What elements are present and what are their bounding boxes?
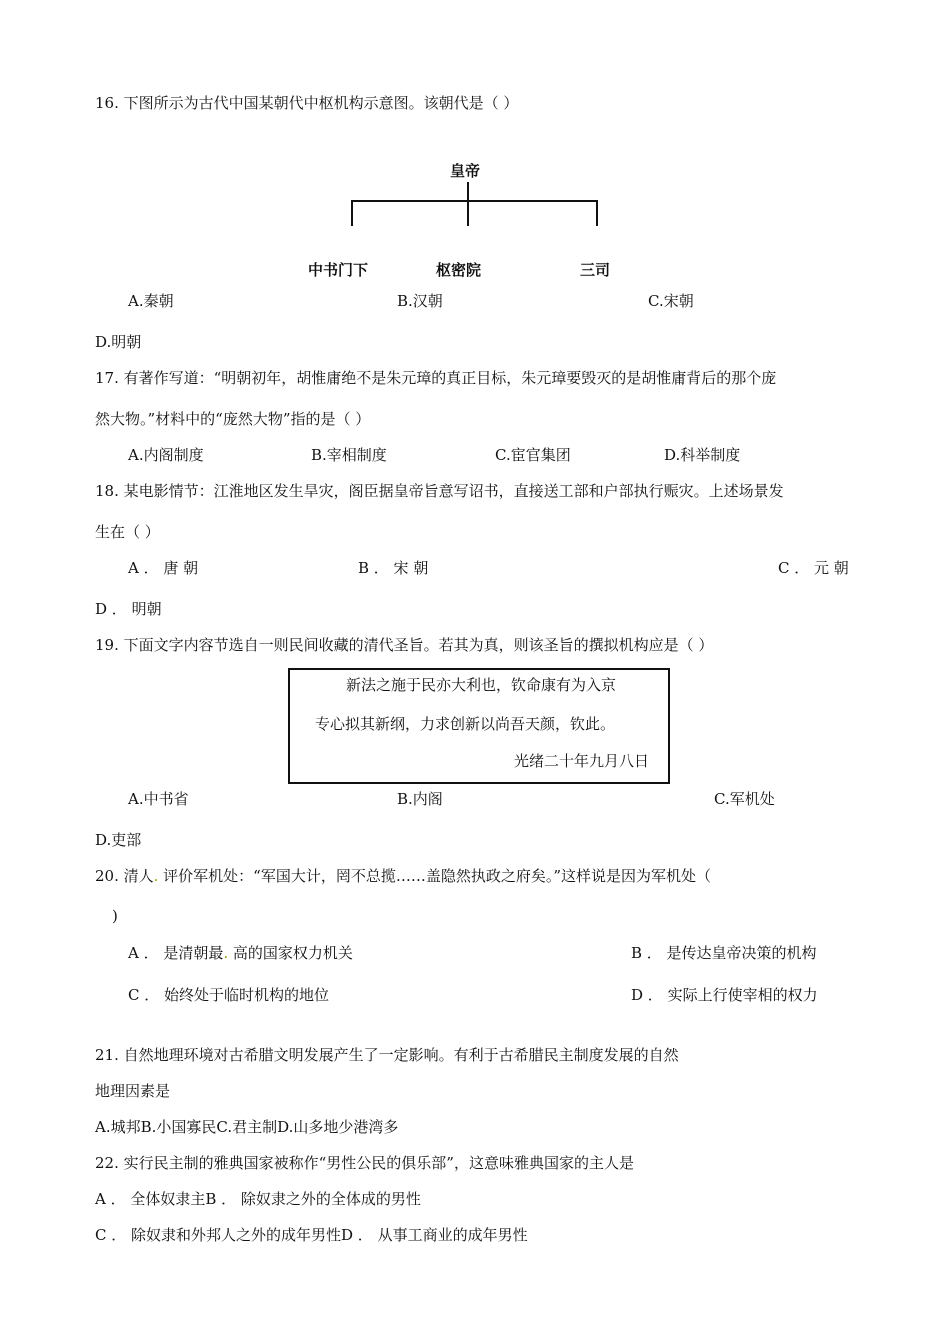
q21-line1: 21. 自然地理环境对古希腊文明发展产生了一定影响。有利于古希腊民主制度发展的自然: [95, 1046, 679, 1064]
q19-option-d: D.吏部: [95, 831, 142, 849]
q18-line1: 18. 某电影情节：江淮地区发生旱灾，阁臣据皇帝旨意写诏书，直接送工部和户部执行赈灾。上述场景发: [95, 482, 784, 500]
q22-stem: 22. 实行民主制的雅典国家被称作“男性公民的俱乐部”，这意味雅典国家的主人是: [95, 1154, 634, 1172]
q20-option-a-pre: A ． 是清朝最: [128, 944, 224, 962]
q20-option-a: [128, 943, 353, 963]
edict-date: 光绪二十年九月八日: [514, 752, 650, 770]
q22-options-cd: C ． 除奴隶和外邦人之外的成年男性D ． 从事工商业的成年男性: [95, 1226, 528, 1244]
diagram-shumiyuan: 枢密院: [436, 261, 482, 279]
q18-option-d: D ． 明朝: [95, 600, 162, 618]
q17-option-a: A.内阁制度: [128, 446, 204, 464]
q18-line2: 生在（ ）: [95, 523, 160, 541]
q20-option-d: D ． 实际上行使宰相的权力: [631, 986, 818, 1004]
q19-option-c: C.军机处: [714, 790, 775, 808]
edict-line1: 新法之施于民亦大利也，钦命康有为入京: [346, 676, 617, 694]
q19-option-a: A.中书省: [128, 790, 189, 808]
q21-options: A.城邦B.小国寡民C.君主制D.山多地少港湾多: [95, 1118, 399, 1136]
diagram-right-line: [596, 200, 598, 226]
diagram-sansi: 三司: [580, 261, 611, 279]
q20-line1-dot: .: [153, 867, 159, 885]
q17-line1: 17. 有著作写道：“明朝初年，胡惟庸绝不是朱元璋的真正目标，朱元璋要毁灭的是胡惟庸背后的那个庞: [95, 369, 777, 387]
q20-line1: [95, 866, 711, 886]
q18-option-a: A ． 唐 朝: [128, 559, 199, 577]
q17-option-b: B.宰相制度: [311, 446, 387, 464]
q19-stem: 19. 下面文字内容节选自一则民间收藏的清代圣旨。若其为真，则该圣旨的撰拟机构应是（ ）: [95, 636, 714, 654]
q17-line2: 然大物。”材料中的“庞然大物”指的是（ ）: [95, 410, 371, 428]
q18-option-c: C ． 元 朝: [778, 559, 849, 577]
q16-option-d: D.明朝: [95, 333, 142, 351]
q20-line1-post: 评价军机处：“军国大计，罔不总揽……盖隐然执政之府矣。”这样说是因为军机处（: [158, 867, 712, 885]
q20-option-b: B ． 是传达皇帝决策的机构: [631, 944, 817, 962]
diagram-zhongshu: 中书门下: [308, 261, 369, 279]
q16-option-c: C.宋朝: [648, 292, 694, 310]
q16-option-b: B.汉朝: [397, 292, 443, 310]
q20-line1-pre: 20. 清人: [95, 867, 154, 885]
q17-option-d: D.科举制度: [664, 446, 741, 464]
q18-option-b: B ． 宋 朝: [358, 559, 429, 577]
q17-option-c: C.宦官集团: [495, 446, 571, 464]
diagram-bar-line: [351, 200, 598, 202]
diagram-left-line: [351, 200, 353, 226]
q19-option-b: B.内阁: [397, 790, 443, 808]
q16-stem: 16. 下图所示为古代中国某朝代中枢机构示意图。该朝代是（ ）: [95, 94, 519, 112]
q20-line2: ): [112, 907, 118, 925]
diagram-emperor: 皇帝: [450, 162, 481, 180]
q20-option-c: C ． 始终处于临时机构的地位: [128, 986, 330, 1004]
q21-line2: 地理因素是: [95, 1082, 171, 1100]
q20-option-a-dot: .: [223, 944, 229, 962]
q16-option-a: A.秦朝: [128, 292, 174, 310]
q20-option-a-post: 高的国家权力机关: [228, 944, 353, 962]
q22-options-ab: A ． 全体奴隶主B ． 除奴隶之外的全体成的男性: [95, 1190, 421, 1208]
edict-line2: 专心拟其新纲，力求创新以尚吾天颜，钦此。: [315, 715, 616, 733]
diagram-stem-line: [467, 182, 469, 226]
